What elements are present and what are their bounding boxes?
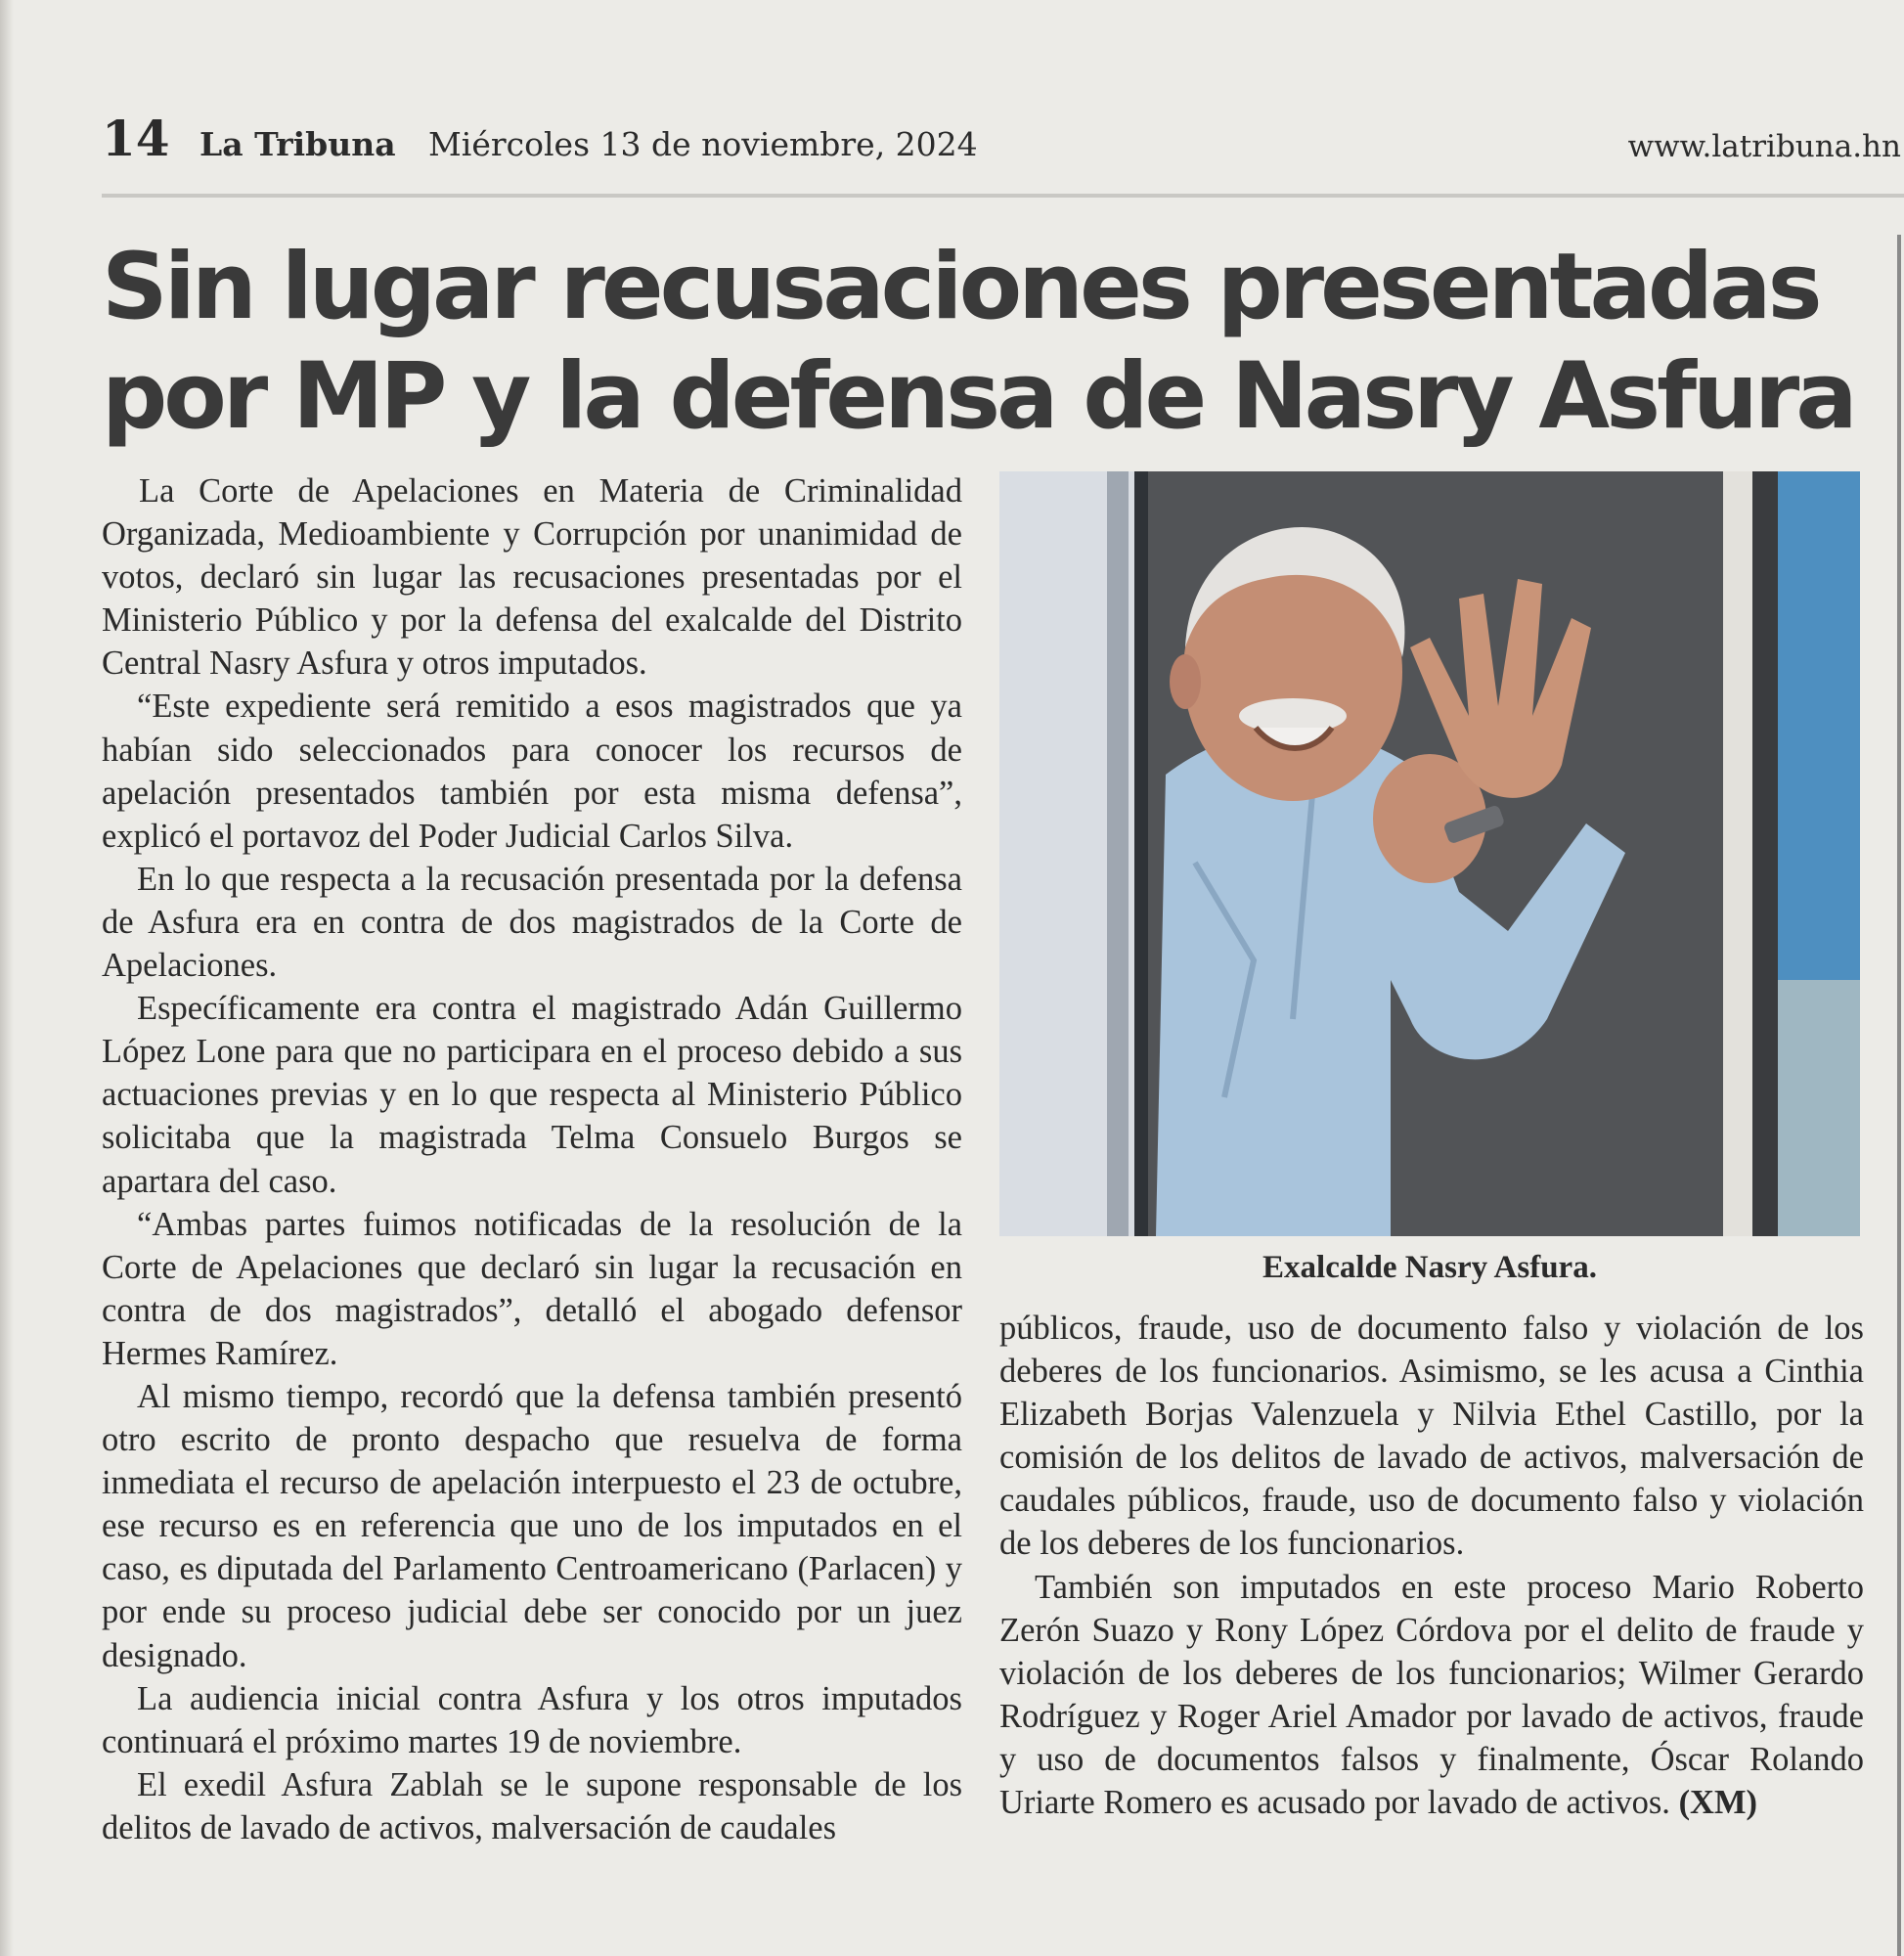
website-url: www.latribuna.hn: [1627, 129, 1901, 164]
article-paragraph-text: También son imputados en este proceso Mario Roberto Zerón Suazo y Rony López Córdova por el delito de fraude y violación de los deberes de los funcionarios; Wilmer Gerardo Rodríguez y Roger Ariel Amador por lavado de activos, fraude y uso de documentos falsos y finalmente, Óscar Rolando Uriarte Romero es acusado por lavado de activos.: [999, 1568, 1864, 1822]
column-border: [1897, 235, 1901, 1956]
header-divider: [102, 194, 1904, 198]
article-left-column: [102, 469, 962, 1849]
article-photo: [999, 471, 1860, 1236]
article-paragraph: La Corte de Apelaciones en Materia de Criminalidad Organizada, Medioambiente y Corrupción por unanimidad de votos, declaró sin lugar las recusaciones presentadas por el Ministerio Público y por la defensa del exalcalde del Distrito Central Nasry Asfura y otros imputados.: [102, 472, 962, 683]
article-paragraph: “Ambas partes fuimos notificadas de la resolución de la Corte de Apelaciones que declaró sin lugar la recusación en contra de dos magistrados”, detalló el abogado defensor Hermes Ramírez.: [102, 1205, 962, 1372]
article-headline: [102, 233, 1862, 452]
article-paragraph: públicos, fraude, uso de documento falso y violación de los deberes de los funcionarios. Asimismo, se les acusa a Cinthia Elizabeth Borjas Valenzuela y Nilvia Ethel Castillo, por la comisión de los delitos de lavado de activos, malversación de caudales públicos, fraude, uso de documento falso y violación de los deberes de los funcionarios.: [999, 1310, 1864, 1563]
headline-line-1: Sin lugar recusaciones presentadas: [102, 234, 1819, 340]
article-paragraph: La audiencia inicial contra Asfura y los otros imputados continuará el próximo martes 19 de noviembre.: [102, 1679, 962, 1760]
article-paragraph: En lo que respecta a la recusación presentada por la defensa de Asfura era en contra de dos magistrados de la Corte de Apelaciones.: [102, 860, 962, 985]
page-number: 14: [102, 110, 170, 167]
article-paragraph: [999, 1566, 1864, 1825]
article-right-column: [999, 1307, 1864, 1824]
headline-line-2: por MP y la defensa de Nasry Asfura: [102, 343, 1854, 450]
issue-date: Miércoles 13 de noviembre, 2024: [428, 125, 978, 163]
article-paragraph: Específicamente era contra el magistrado Adán Guillermo López Lone para que no participara en el proceso debido a sus actuaciones previas y en lo que respecta al Ministerio Público solicitaba que la magistrada Telma Consuelo Burgos se apartara del caso.: [102, 990, 962, 1200]
article-paragraph: “Este expediente será remitido a esos magistrados que ya habían sido seleccionados para conocer los recursos de apelación presentados también por esta misma defensa”, explicó el portavoz del Poder Judicial Carlos Silva.: [102, 688, 962, 855]
page-edge-shadow: [0, 0, 14, 1956]
photo-illustration: [999, 471, 1860, 1236]
article-paragraph: Al mismo tiempo, recordó que la defensa también presentó otro escrito de pronto despacho que resuelva de forma inmediata el recurso de apelación interpuesto el 23 de octubre, ese recurso es en referencia que uno de los imputados en el caso, es diputada del Parlamento Centroamericano (Parlacen) y por ende su proceso judicial debe ser conocido por un juez designado.: [102, 1377, 962, 1674]
page-header: [102, 110, 1901, 168]
author-signature: (XM): [1678, 1784, 1758, 1822]
article-paragraph: El exedil Asfura Zablah se le supone responsable de los delitos de lavado de activos, malversación de caudales: [102, 1765, 962, 1846]
newspaper-name: La Tribuna: [199, 125, 396, 163]
photo-caption: Exalcalde Nasry Asfura.: [1262, 1250, 1597, 1285]
